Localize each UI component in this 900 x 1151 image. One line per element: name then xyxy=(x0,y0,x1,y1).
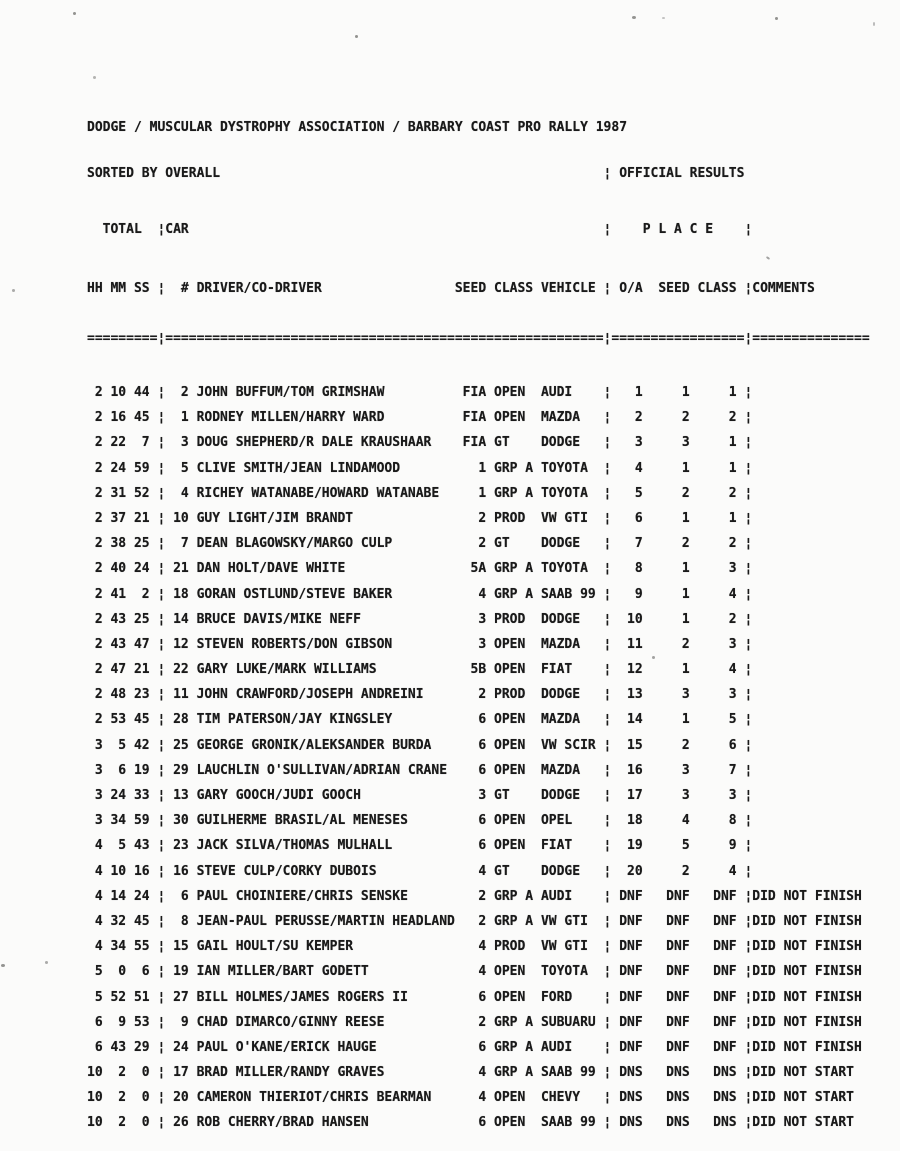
table-row: 4 5 43 ¦ 23 JACK SILVA/THOMAS MULHALL 6 OPEN FIAT ¦ 19 5 9 ¦ xyxy=(87,838,753,854)
table-row: 5 0 6 ¦ 19 IAN MILLER/BART GODETT 4 OPEN TOYOTA ¦ DNF DNF DNF ¦DID NOT FINISH xyxy=(87,964,862,980)
scan-speck xyxy=(355,35,358,38)
scan-speck xyxy=(662,17,665,19)
table-row: 3 24 33 ¦ 13 GARY GOOCH/JUDI GOOCH 3 GT DODGE ¦ 17 3 3 ¦ xyxy=(87,788,753,803)
table-row: 2 47 21 ¦ 22 GARY LUKE/MARK WILLIAMS 5B OPEN FIAT ¦ 12 1 4 ¦ xyxy=(87,662,753,678)
table-row: 6 43 29 ¦ 24 PAUL O'KANE/ERICK HAUGE 6 GRP A AUDI ¦ DNF DNF DNF ¦DID NOT FINISH xyxy=(87,1039,862,1055)
table-row: 2 10 44 ¦ 2 JOHN BUFFUM/TOM GRIMSHAW FIA OPEN AUDI ¦ 1 1 1 ¦ xyxy=(87,385,753,400)
rally-results-document xyxy=(87,90,870,1151)
table-row: 2 43 25 ¦ 14 BRUCE DAVIS/MIKE NEFF 3 PROD DODGE ¦ 10 1 2 ¦ xyxy=(87,611,753,627)
table-row: 2 22 7 ¦ 3 DOUG SHEPHERD/R DALE KRAUSHAAR FIA GT DODGE ¦ 3 3 1 ¦ xyxy=(87,435,753,451)
table-row: 4 32 45 ¦ 8 JEAN-PAUL PERUSSE/MARTIN HEADLAND 2 GRP A VW GTI ¦ DNF DNF DNF ¦DID NOT FINISH xyxy=(87,913,862,929)
table-row: 2 48 23 ¦ 11 JOHN CRAWFORD/JOSEPH ANDREINI 2 PROD DODGE ¦ 13 3 3 ¦ xyxy=(87,687,753,703)
scan-speck xyxy=(1,964,5,967)
table-row: 2 38 25 ¦ 7 DEAN BLAGOWSKY/MARGO CULP 2 GT DODGE ¦ 7 2 2 ¦ xyxy=(87,536,753,552)
table-row: 3 5 42 ¦ 25 GEORGE GRONIK/ALEKSANDER BURDA 6 OPEN VW SCIR ¦ 15 2 6 ¦ xyxy=(87,737,753,753)
table-row: 2 24 59 ¦ 5 CLIVE SMITH/JEAN LINDAMOOD 1 GRP A TOYOTA ¦ 4 1 1 ¦ xyxy=(87,460,753,476)
table-row: 5 52 51 ¦ 27 BILL HOLMES/JAMES ROGERS II 6 OPEN FORD ¦ DNF DNF DNF ¦DID NOT FINISH xyxy=(87,989,862,1005)
table-row: 10 2 0 ¦ 26 ROB CHERRY/BRAD HANSEN 6 OPEN SAAB 99 ¦ DNS DNS DNS ¦DID NOT START xyxy=(87,1115,855,1131)
table-row: 4 10 16 ¦ 16 STEVE CULP/CORKY DUBOIS 4 GT DODGE ¦ 20 2 4 ¦ xyxy=(87,863,753,879)
table-row: 4 14 24 ¦ 6 PAUL CHOINIERE/CHRIS SENSKE 2 GRP A AUDI ¦ DNF DNF DNF ¦DID NOT FINISH xyxy=(87,888,862,904)
table-row: 2 37 21 ¦ 10 GUY LIGHT/JIM BRANDT 2 PROD VW GTI ¦ 6 1 1 ¦ xyxy=(87,510,753,526)
column-headers-line: HH MM SS ¦ # DRIVER/CO-DRIVER SEED CLASS VEHICLE ¦ O/A SEED CLASS ¦COMMENTS xyxy=(87,281,815,296)
table-row: 2 31 52 ¦ 4 RICHEY WATANABE/HOWARD WATANABE 1 GRP A TOYOTA ¦ 5 2 2 ¦ xyxy=(87,485,753,501)
table-row: 3 34 59 ¦ 30 GUILHERME BRASIL/AL MENESES 6 OPEN OPEL ¦ 18 4 8 ¦ xyxy=(87,813,753,829)
table-row: 10 2 0 ¦ 17 BRAD MILLER/RANDY GRAVES 4 GRP A SAAB 99 ¦ DNS DNS DNS ¦DID NOT START xyxy=(87,1065,855,1081)
scan-speck xyxy=(12,289,15,292)
table-row: 3 6 19 ¦ 29 LAUCHLIN O'SULLIVAN/ADRIAN CRANE 6 OPEN MAZDA ¦ 16 3 7 ¦ xyxy=(87,762,753,778)
scan-speck xyxy=(93,76,96,79)
total-car-place-header-line: TOTAL ¦CAR ¦ P L A C E ¦ xyxy=(87,222,753,237)
scan-speck xyxy=(775,17,778,20)
page-title: DODGE / MUSCULAR DYSTROPHY ASSOCIATION / BARBARY COAST PRO RALLY 1987 xyxy=(87,120,628,135)
table-row: 6 9 53 ¦ 9 CHAD DIMARCO/GINNY REESE 2 GRP A SUBUARU ¦ DNF DNF DNF ¦DID NOT FINISH xyxy=(87,1014,862,1030)
table-row: 2 41 2 ¦ 18 GORAN OSTLUND/STEVE BAKER 4 GRP A SAAB 99 ¦ 9 1 4 ¦ xyxy=(87,586,753,602)
sorted-by-and-official-results-line: SORTED BY OVERALL ¦ OFFICIAL RESULTS xyxy=(87,166,745,181)
scan-speck xyxy=(45,961,48,964)
table-row: 10 2 0 ¦ 20 CAMERON THIERIOT/CHRIS BEARMAN 4 OPEN CHEVY ¦ DNS DNS DNS ¦DID NOT START xyxy=(87,1090,855,1106)
table-row: 2 40 24 ¦ 21 DAN HOLT/DAVE WHITE 5A GRP A TOYOTA ¦ 8 1 3 ¦ xyxy=(87,561,753,577)
scan-speck xyxy=(632,16,636,19)
header-separator-line: =========¦========================================================¦=================¦=============== xyxy=(87,331,870,346)
results-table xyxy=(87,380,870,1136)
table-row: 4 34 55 ¦ 15 GAIL HOULT/SU KEMPER 4 PROD VW GTI ¦ DNF DNF DNF ¦DID NOT FINISH xyxy=(87,939,862,955)
table-row: 2 43 47 ¦ 12 STEVEN ROBERTS/DON GIBSON 3 OPEN MAZDA ¦ 11 2 3 ¦ xyxy=(87,636,753,652)
table-row: 2 53 45 ¦ 28 TIM PATERSON/JAY KINGSLEY 6 OPEN MAZDA ¦ 14 1 5 ¦ xyxy=(87,712,753,728)
scan-speck xyxy=(873,22,875,26)
scan-speck xyxy=(73,12,76,15)
table-row: 2 16 45 ¦ 1 RODNEY MILLEN/HARRY WARD FIA OPEN MAZDA ¦ 2 2 2 ¦ xyxy=(87,410,753,426)
